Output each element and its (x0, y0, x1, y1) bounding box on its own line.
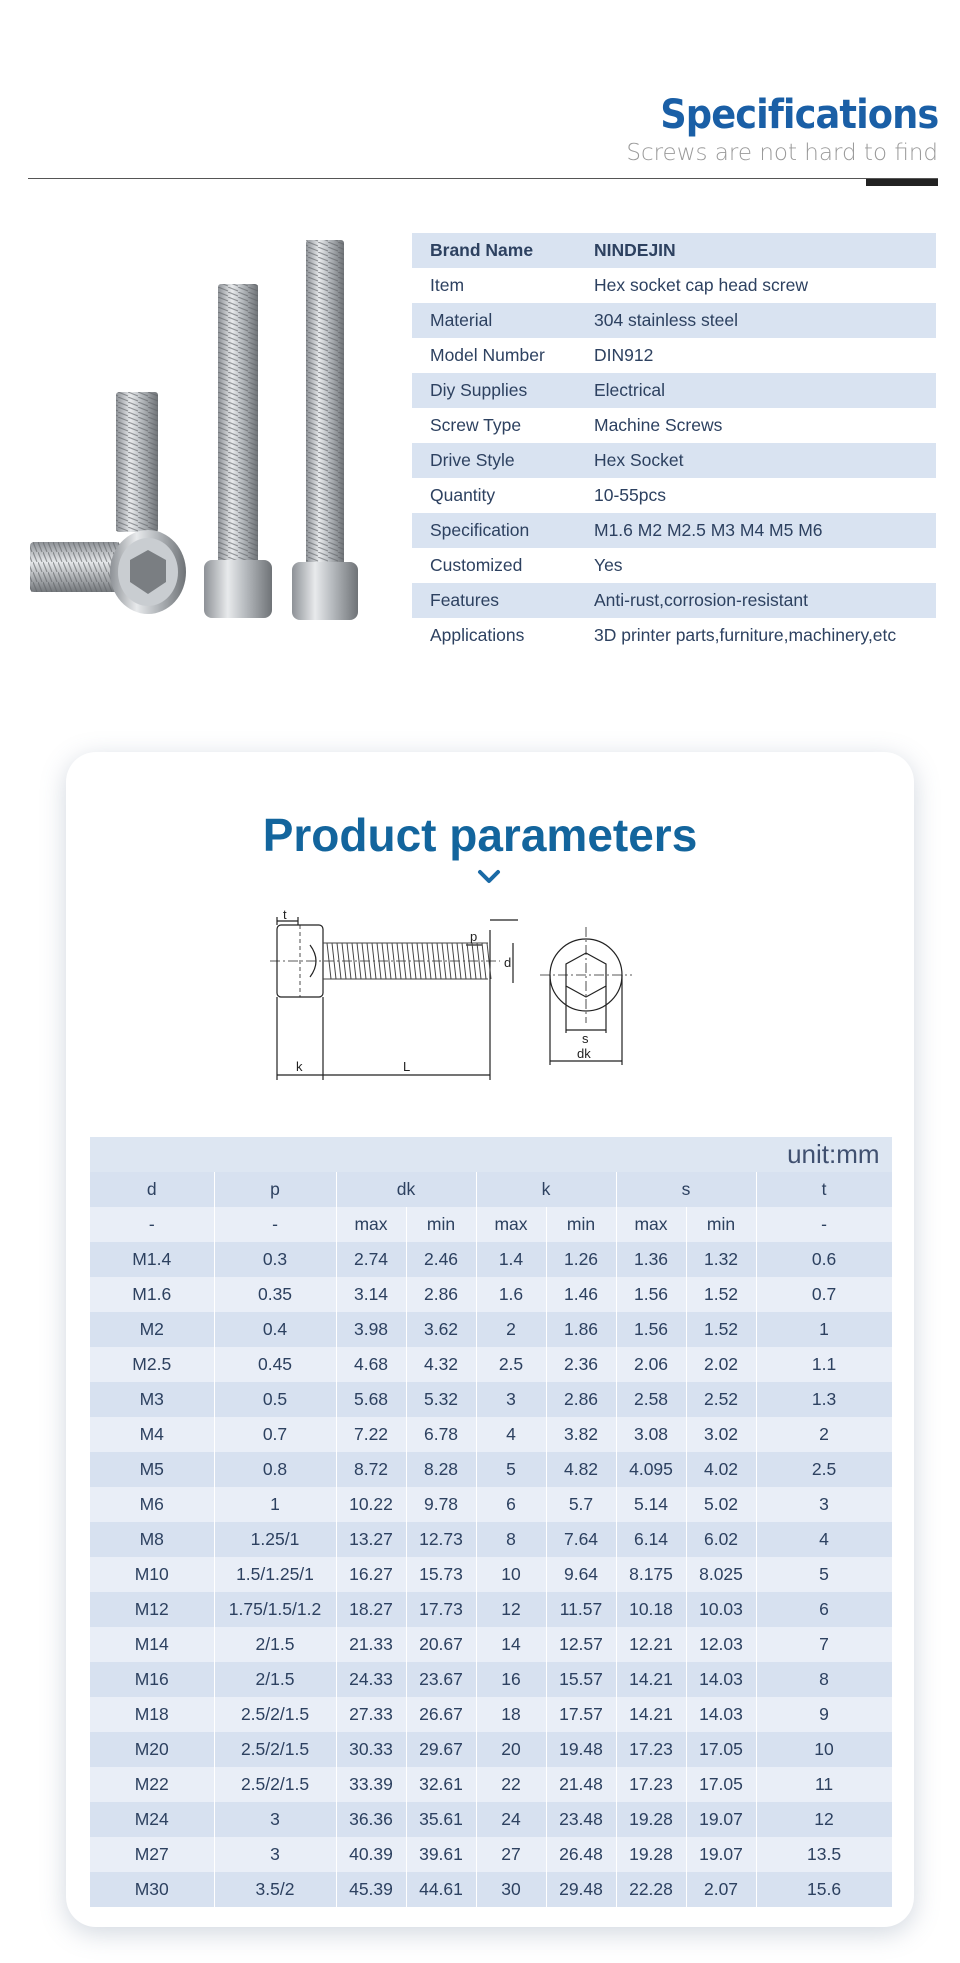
table-cell: 1.26 (546, 1242, 616, 1277)
table-cell: 27.33 (336, 1697, 406, 1732)
table-cell: M14 (90, 1627, 214, 1662)
table-cell: 15.73 (406, 1557, 476, 1592)
table-cell: 2.5 (476, 1347, 546, 1382)
subheader-cell: min (406, 1207, 476, 1242)
spec-key: Screw Type (430, 415, 522, 435)
table-cell: 13.5 (756, 1837, 892, 1872)
table-cell: 3 (756, 1487, 892, 1522)
table-cell: 33.39 (336, 1767, 406, 1802)
table-cell: 5.68 (336, 1382, 406, 1417)
table-cell: 8.025 (686, 1557, 756, 1592)
table-cell: 19.48 (546, 1732, 616, 1767)
table-cell: 5 (476, 1452, 546, 1487)
spec-key: Applications (430, 625, 525, 645)
table-cell: 17.73 (406, 1592, 476, 1627)
table-cell: 0.3 (214, 1242, 336, 1277)
table-row (90, 1662, 892, 1697)
table-row (90, 1452, 892, 1487)
table-cell: 24.33 (336, 1662, 406, 1697)
table-cell: 16.27 (336, 1557, 406, 1592)
table-cell: 3.62 (406, 1312, 476, 1347)
header-cell: p (214, 1172, 336, 1207)
table-cell: 30 (476, 1872, 546, 1907)
subheader-cell: - (90, 1207, 214, 1242)
table-cell: M20 (90, 1732, 214, 1767)
table-cell: 1.46 (546, 1277, 616, 1312)
table-cell: 8.28 (406, 1452, 476, 1487)
table-cell: 17.23 (616, 1732, 686, 1767)
table-row (90, 1697, 892, 1732)
table-cell: 6.78 (406, 1417, 476, 1452)
table-cell: 39.61 (406, 1837, 476, 1872)
table-cell: 12.03 (686, 1627, 756, 1662)
table-cell: 0.7 (214, 1417, 336, 1452)
table-cell: 2.86 (406, 1277, 476, 1312)
subheader-cell: - (756, 1207, 892, 1242)
spec-row (412, 233, 936, 268)
table-cell: 3.08 (616, 1417, 686, 1452)
table-row (90, 1487, 892, 1522)
spec-key: Brand Name (412, 233, 576, 268)
table-cell: 20 (476, 1732, 546, 1767)
table-cell: 3.14 (336, 1277, 406, 1312)
table-row (90, 1522, 892, 1557)
table-cell: 17.23 (616, 1767, 686, 1802)
chevron-down-icon (478, 870, 500, 884)
subheader-cell: max (336, 1207, 406, 1242)
table-cell: 4 (756, 1522, 892, 1557)
table-cell: 5 (756, 1557, 892, 1592)
table-cell: 1.6 (476, 1277, 546, 1312)
table-cell: 1.36 (616, 1242, 686, 1277)
subheader-cell: min (546, 1207, 616, 1242)
spec-value: 304 stainless steel (576, 303, 936, 338)
spec-key: Specification (412, 513, 576, 548)
table-cell: 9 (756, 1697, 892, 1732)
table-cell: 1.1 (756, 1347, 892, 1382)
table-cell: 12.57 (546, 1627, 616, 1662)
table-row (90, 1627, 892, 1662)
table-cell: 2.5 (756, 1452, 892, 1487)
spec-row (412, 513, 936, 548)
table-cell: 9.64 (546, 1557, 616, 1592)
table-row (90, 1347, 892, 1382)
spec-value: M1.6 M2 M2.5 M3 M4 M5 M6 (576, 513, 936, 548)
spec-key: Model Number (430, 345, 545, 365)
spec-key: Item (430, 275, 465, 295)
table-cell: 2.58 (616, 1382, 686, 1417)
table-cell: 0.5 (214, 1382, 336, 1417)
table-cell: 19.07 (686, 1837, 756, 1872)
table-cell: 6 (756, 1592, 892, 1627)
table-cell: 4.095 (616, 1452, 686, 1487)
table-cell: 3.5/2 (214, 1872, 336, 1907)
spec-value: Hex Socket (576, 443, 936, 478)
spec-value: NINDEJIN (576, 233, 936, 268)
table-cell: 0.45 (214, 1347, 336, 1382)
table-cell: 0.35 (214, 1277, 336, 1312)
dim-label-t: t (283, 907, 287, 922)
spec-row (412, 338, 936, 373)
table-cell: 45.39 (336, 1872, 406, 1907)
spec-key: Diy Supplies (412, 373, 576, 408)
table-cell: 5.14 (616, 1487, 686, 1522)
page-subtitle: Screws are not hard to find (626, 140, 938, 166)
table-cell: 2 (756, 1417, 892, 1452)
table-cell: 5.7 (546, 1487, 616, 1522)
table-cell: 14.03 (686, 1662, 756, 1697)
table-cell: 2.52 (686, 1382, 756, 1417)
table-cell: M27 (90, 1837, 214, 1872)
table-cell: M2 (90, 1312, 214, 1347)
table-cell: 1.4 (476, 1242, 546, 1277)
spec-row (412, 618, 936, 653)
table-cell: 6.02 (686, 1522, 756, 1557)
table-cell: M4 (90, 1417, 214, 1452)
dim-label-p: p (470, 929, 478, 944)
parameters-table (90, 1137, 893, 1907)
table-row (90, 1417, 892, 1452)
table-cell: 0.4 (214, 1312, 336, 1347)
table-cell: 2/1.5 (214, 1627, 336, 1662)
dim-label-L: L (403, 1059, 411, 1074)
table-cell: 22.28 (616, 1872, 686, 1907)
spec-key: Quantity (430, 485, 496, 505)
spec-value: 10-55pcs (594, 485, 666, 505)
table-cell: 8.175 (616, 1557, 686, 1592)
table-cell: 4.32 (406, 1347, 476, 1382)
header-cell: dk (336, 1172, 476, 1207)
screws-photo (28, 232, 388, 632)
table-cell: M2.5 (90, 1347, 214, 1382)
dim-label-dk: dk (577, 1046, 591, 1061)
table-cell: 17.05 (686, 1767, 756, 1802)
table-cell: M3 (90, 1382, 214, 1417)
table-cell: 1.52 (686, 1312, 756, 1347)
table-cell: 3 (476, 1382, 546, 1417)
table-cell: 3.98 (336, 1312, 406, 1347)
spec-row (412, 443, 936, 478)
spec-value: Machine Screws (594, 415, 723, 435)
header-cell: t (756, 1172, 892, 1207)
table-cell: 9.78 (406, 1487, 476, 1522)
subheader-cell: min (686, 1207, 756, 1242)
table-cell: 14.21 (616, 1697, 686, 1732)
table-cell: 1.25/1 (214, 1522, 336, 1557)
table-cell: 20.67 (406, 1627, 476, 1662)
table-cell: 15.6 (756, 1872, 892, 1907)
table-cell: 12 (476, 1592, 546, 1627)
table-cell: 1.75/1.5/1.2 (214, 1592, 336, 1627)
spec-table (412, 233, 936, 653)
table-cell: 40.39 (336, 1837, 406, 1872)
table-cell: 7 (756, 1627, 892, 1662)
table-cell: M1.4 (90, 1242, 214, 1277)
table-cell: 3.82 (546, 1417, 616, 1452)
table-cell: 8 (476, 1522, 546, 1557)
table-cell: 2.07 (686, 1872, 756, 1907)
table-cell: M10 (90, 1557, 214, 1592)
table-cell: 1.32 (686, 1242, 756, 1277)
table-cell: 3.02 (686, 1417, 756, 1452)
table-cell: 16 (476, 1662, 546, 1697)
table-cell: M24 (90, 1802, 214, 1837)
table-cell: 10 (476, 1557, 546, 1592)
header-cell: s (616, 1172, 756, 1207)
table-cell: 2.5/2/1.5 (214, 1767, 336, 1802)
spec-key: Features (412, 583, 576, 618)
table-cell: 2.36 (546, 1347, 616, 1382)
table-cell: 10.22 (336, 1487, 406, 1522)
table-cell: 7.64 (546, 1522, 616, 1557)
table-cell: 14.03 (686, 1697, 756, 1732)
subheader-cell: max (616, 1207, 686, 1242)
spec-row (412, 268, 936, 303)
table-cell: 26.48 (546, 1837, 616, 1872)
table-cell: 10 (756, 1732, 892, 1767)
spec-value: Anti-rust,corrosion-resistant (576, 583, 936, 618)
table-cell: 2.5/2/1.5 (214, 1732, 336, 1767)
table-row (90, 1837, 892, 1872)
table-cell: 11.57 (546, 1592, 616, 1627)
table-cell: 19.28 (616, 1802, 686, 1837)
table-cell: 36.36 (336, 1802, 406, 1837)
table-cell: 17.05 (686, 1732, 756, 1767)
table-cell: 5.32 (406, 1382, 476, 1417)
header-cell: k (476, 1172, 616, 1207)
table-row (90, 1872, 892, 1907)
table-cell: 19.28 (616, 1837, 686, 1872)
table-cell: 23.67 (406, 1662, 476, 1697)
table-cell: 26.67 (406, 1697, 476, 1732)
table-cell: M22 (90, 1767, 214, 1802)
table-cell: 14.21 (616, 1662, 686, 1697)
table-row (90, 1592, 892, 1627)
spec-row (412, 583, 936, 618)
table-cell: 2.74 (336, 1242, 406, 1277)
table-cell: 19.07 (686, 1802, 756, 1837)
subheader-cell: - (214, 1207, 336, 1242)
table-cell: 1.56 (616, 1277, 686, 1312)
dimension-diagram (270, 907, 740, 1115)
table-cell: 24 (476, 1802, 546, 1837)
table-cell: 8 (756, 1662, 892, 1697)
table-cell: 0.6 (756, 1242, 892, 1277)
spec-key: Drive Style (412, 443, 576, 478)
table-cell: 17.57 (546, 1697, 616, 1732)
table-cell: 1 (756, 1312, 892, 1347)
table-row (90, 1382, 892, 1417)
table-cell: 7.22 (336, 1417, 406, 1452)
table-cell: 10.18 (616, 1592, 686, 1627)
table-cell: 21.48 (546, 1767, 616, 1802)
spec-row (412, 548, 936, 583)
table-cell: 22 (476, 1767, 546, 1802)
table-cell: 35.61 (406, 1802, 476, 1837)
table-cell: 13.27 (336, 1522, 406, 1557)
spec-key: Customized (430, 555, 523, 575)
table-cell: 6 (476, 1487, 546, 1522)
table-cell: 14 (476, 1627, 546, 1662)
table-cell: 29.67 (406, 1732, 476, 1767)
page-title: Specifications (659, 92, 938, 138)
table-cell: 4.68 (336, 1347, 406, 1382)
table-header-row (90, 1172, 892, 1207)
table-cell: 18 (476, 1697, 546, 1732)
table-cell: M1.6 (90, 1277, 214, 1312)
table-cell: 2.06 (616, 1347, 686, 1382)
table-cell: 1.86 (546, 1312, 616, 1347)
table-cell: 4 (476, 1417, 546, 1452)
table-cell: 1.3 (756, 1382, 892, 1417)
table-row (90, 1557, 892, 1592)
table-cell: 15.57 (546, 1662, 616, 1697)
table-cell: 10.03 (686, 1592, 756, 1627)
unit-label: unit:mm (90, 1137, 892, 1172)
table-cell: 4.82 (546, 1452, 616, 1487)
table-cell: 3 (214, 1837, 336, 1872)
table-cell: 2.5/2/1.5 (214, 1697, 336, 1732)
table-cell: 12 (756, 1802, 892, 1837)
table-cell: 11 (756, 1767, 892, 1802)
table-cell: M5 (90, 1452, 214, 1487)
table-cell: 23.48 (546, 1802, 616, 1837)
table-row (90, 1732, 892, 1767)
table-cell: 2.02 (686, 1347, 756, 1382)
table-cell: 29.48 (546, 1872, 616, 1907)
table-cell: 3 (214, 1802, 336, 1837)
table-cell: 32.61 (406, 1767, 476, 1802)
table-cell: M16 (90, 1662, 214, 1697)
spec-value: Electrical (576, 373, 936, 408)
table-row (90, 1312, 892, 1347)
table-row (90, 1242, 892, 1277)
table-cell: 2/1.5 (214, 1662, 336, 1697)
spec-value: Hex socket cap head screw (594, 275, 808, 295)
table-cell: 12.73 (406, 1522, 476, 1557)
divider (28, 178, 938, 179)
table-cell: M30 (90, 1872, 214, 1907)
table-cell: 21.33 (336, 1627, 406, 1662)
spec-row (412, 478, 936, 513)
table-cell: 27 (476, 1837, 546, 1872)
table-cell: 12.21 (616, 1627, 686, 1662)
table-cell: 1.52 (686, 1277, 756, 1312)
table-cell: 1.56 (616, 1312, 686, 1347)
table-cell: 1 (214, 1487, 336, 1522)
spec-key: Material (412, 303, 576, 338)
divider-accent (866, 179, 938, 186)
header-cell: d (90, 1172, 214, 1207)
spec-row (412, 373, 936, 408)
spec-value: 3D printer parts,furniture,machinery,etc (594, 625, 897, 645)
table-cell: M18 (90, 1697, 214, 1732)
table-cell: 8.72 (336, 1452, 406, 1487)
table-cell: 5.02 (686, 1487, 756, 1522)
table-cell: 18.27 (336, 1592, 406, 1627)
spec-value: DIN912 (594, 345, 654, 365)
table-cell: 4.02 (686, 1452, 756, 1487)
subheader-cell: max (476, 1207, 546, 1242)
parameters-title: Product parameters (262, 809, 698, 861)
spec-value: Yes (594, 555, 623, 575)
spec-row (412, 408, 936, 443)
table-row (90, 1277, 892, 1312)
table-row (90, 1767, 892, 1802)
table-cell: 2.46 (406, 1242, 476, 1277)
table-cell: 30.33 (336, 1732, 406, 1767)
dim-label-d: d (504, 955, 512, 970)
table-cell: 0.8 (214, 1452, 336, 1487)
dim-label-k: k (296, 1059, 303, 1074)
table-cell: M12 (90, 1592, 214, 1627)
table-cell: 1.5/1.25/1 (214, 1557, 336, 1592)
spec-row (412, 303, 936, 338)
table-cell: M6 (90, 1487, 214, 1522)
table-cell: 44.61 (406, 1872, 476, 1907)
table-cell: 6.14 (616, 1522, 686, 1557)
table-subheader-row (90, 1207, 892, 1242)
table-cell: 0.7 (756, 1277, 892, 1312)
dim-label-s: s (582, 1031, 589, 1046)
table-row (90, 1802, 892, 1837)
table-cell: 2 (476, 1312, 546, 1347)
table-cell: 2.86 (546, 1382, 616, 1417)
table-cell: M8 (90, 1522, 214, 1557)
